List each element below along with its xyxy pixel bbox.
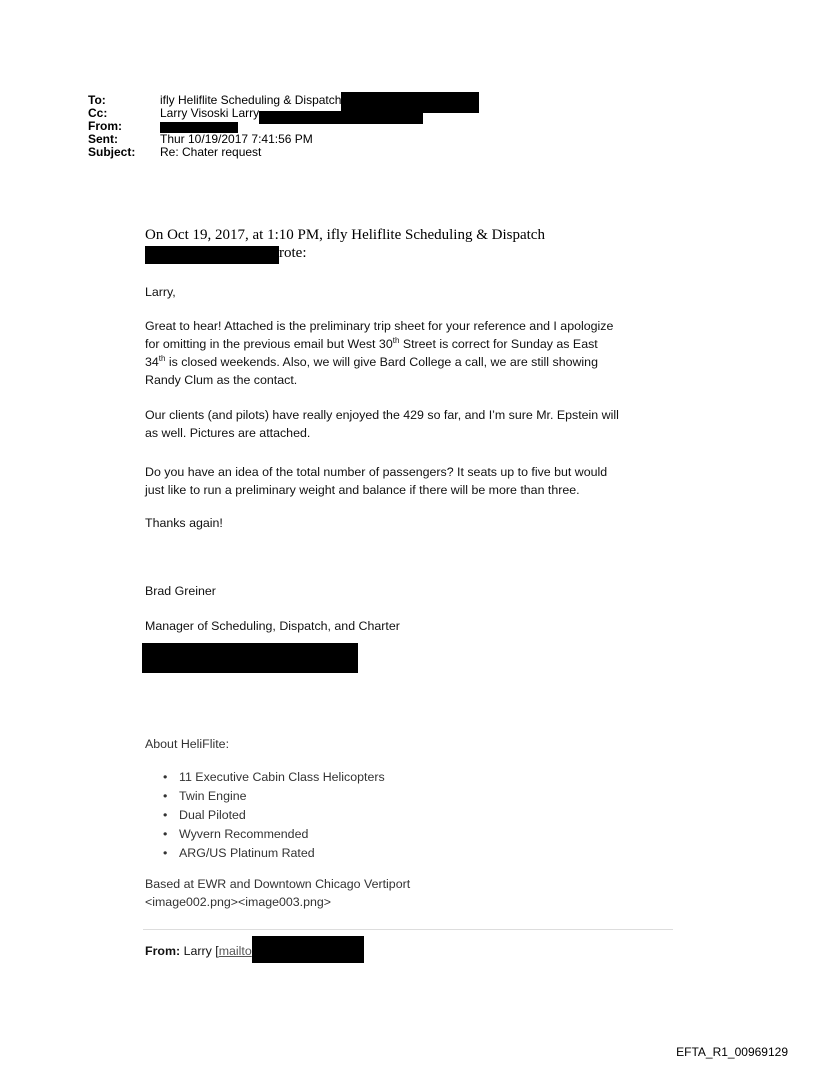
list-item: • Twin Engine [163,787,385,806]
document-id: EFTA_R1_00969129 [676,1045,788,1059]
signature-title: Manager of Scheduling, Dispatch, and Charter [145,619,400,633]
prior-from: From: Larry [mailto [145,936,364,963]
mailto-link[interactable]: mailto [218,944,252,958]
header-sent: Sent: Thur 10/19/2017 7:41:56 PM [88,132,313,146]
redaction [142,643,358,673]
email-header [88,94,479,159]
header-cc: Cc: Larry Visoski Larry [88,107,479,120]
based-at: Based at EWR and Downtown Chicago Vertiport <image002.png><image003.png> [145,877,411,909]
message-body: Larry, Great to hear! Attached is the preliminary trip sheet for your reference and I apologize for omitting in the previous email but West 30th Street is correct for Sunday as East 34th is closed weekends. Also, we will give Bard College a call, we are still showing Randy Clum as the contact. Our clients (and pilots) have really enjoyed the 429 so far, and I’m sure Mr. Epstein will as well. Pictures are attached. Do you have an idea of the total number of passengers? It seats up to five but would just like to run a preliminary weight and balance if there will be more than three. Thanks again! [145,285,619,530]
list-item: • 11 Executive Cabin Class Helicopters [163,768,385,787]
list-item: • Dual Piloted [163,806,385,825]
header-from: From: [88,120,479,133]
header-to: To: ifly Heliflite Scheduling & Dispatch [88,94,479,107]
list-item: • Wyvern Recommended [163,825,385,844]
quote-attribution: On Oct 19, 2017, at 1:10 PM, ifly Heliflite Scheduling & Dispatch rote: [145,226,545,264]
paragraph: Great to hear! Attached is the preliminary trip sheet for your reference and I apologize for omitting in the previous email but West 30th Street is correct for Sunday as East 34th is closed weekends. Also, we will give Bard College a call, we are still showing Randy Clum as the contact. [145,319,614,387]
list-item: • ARG/US Platinum Rated [163,844,385,863]
about-list [163,768,385,863]
divider [143,929,673,930]
signature-name: Brad Greiner [145,584,216,598]
paragraph: Our clients (and pilots) have really enjoyed the 429 so far, and I’m sure Mr. Epstein will as well. Pictures are attached. [145,408,619,440]
header-subject: Subject: Re: Chater request [88,145,262,159]
about-heading: About HeliFlite: [145,737,230,751]
paragraph: Do you have an idea of the total number of passengers? It seats up to five but would just like to run a preliminary weight and balance if there will be more than three. [145,465,608,497]
redaction [252,936,364,963]
redaction [145,246,279,264]
